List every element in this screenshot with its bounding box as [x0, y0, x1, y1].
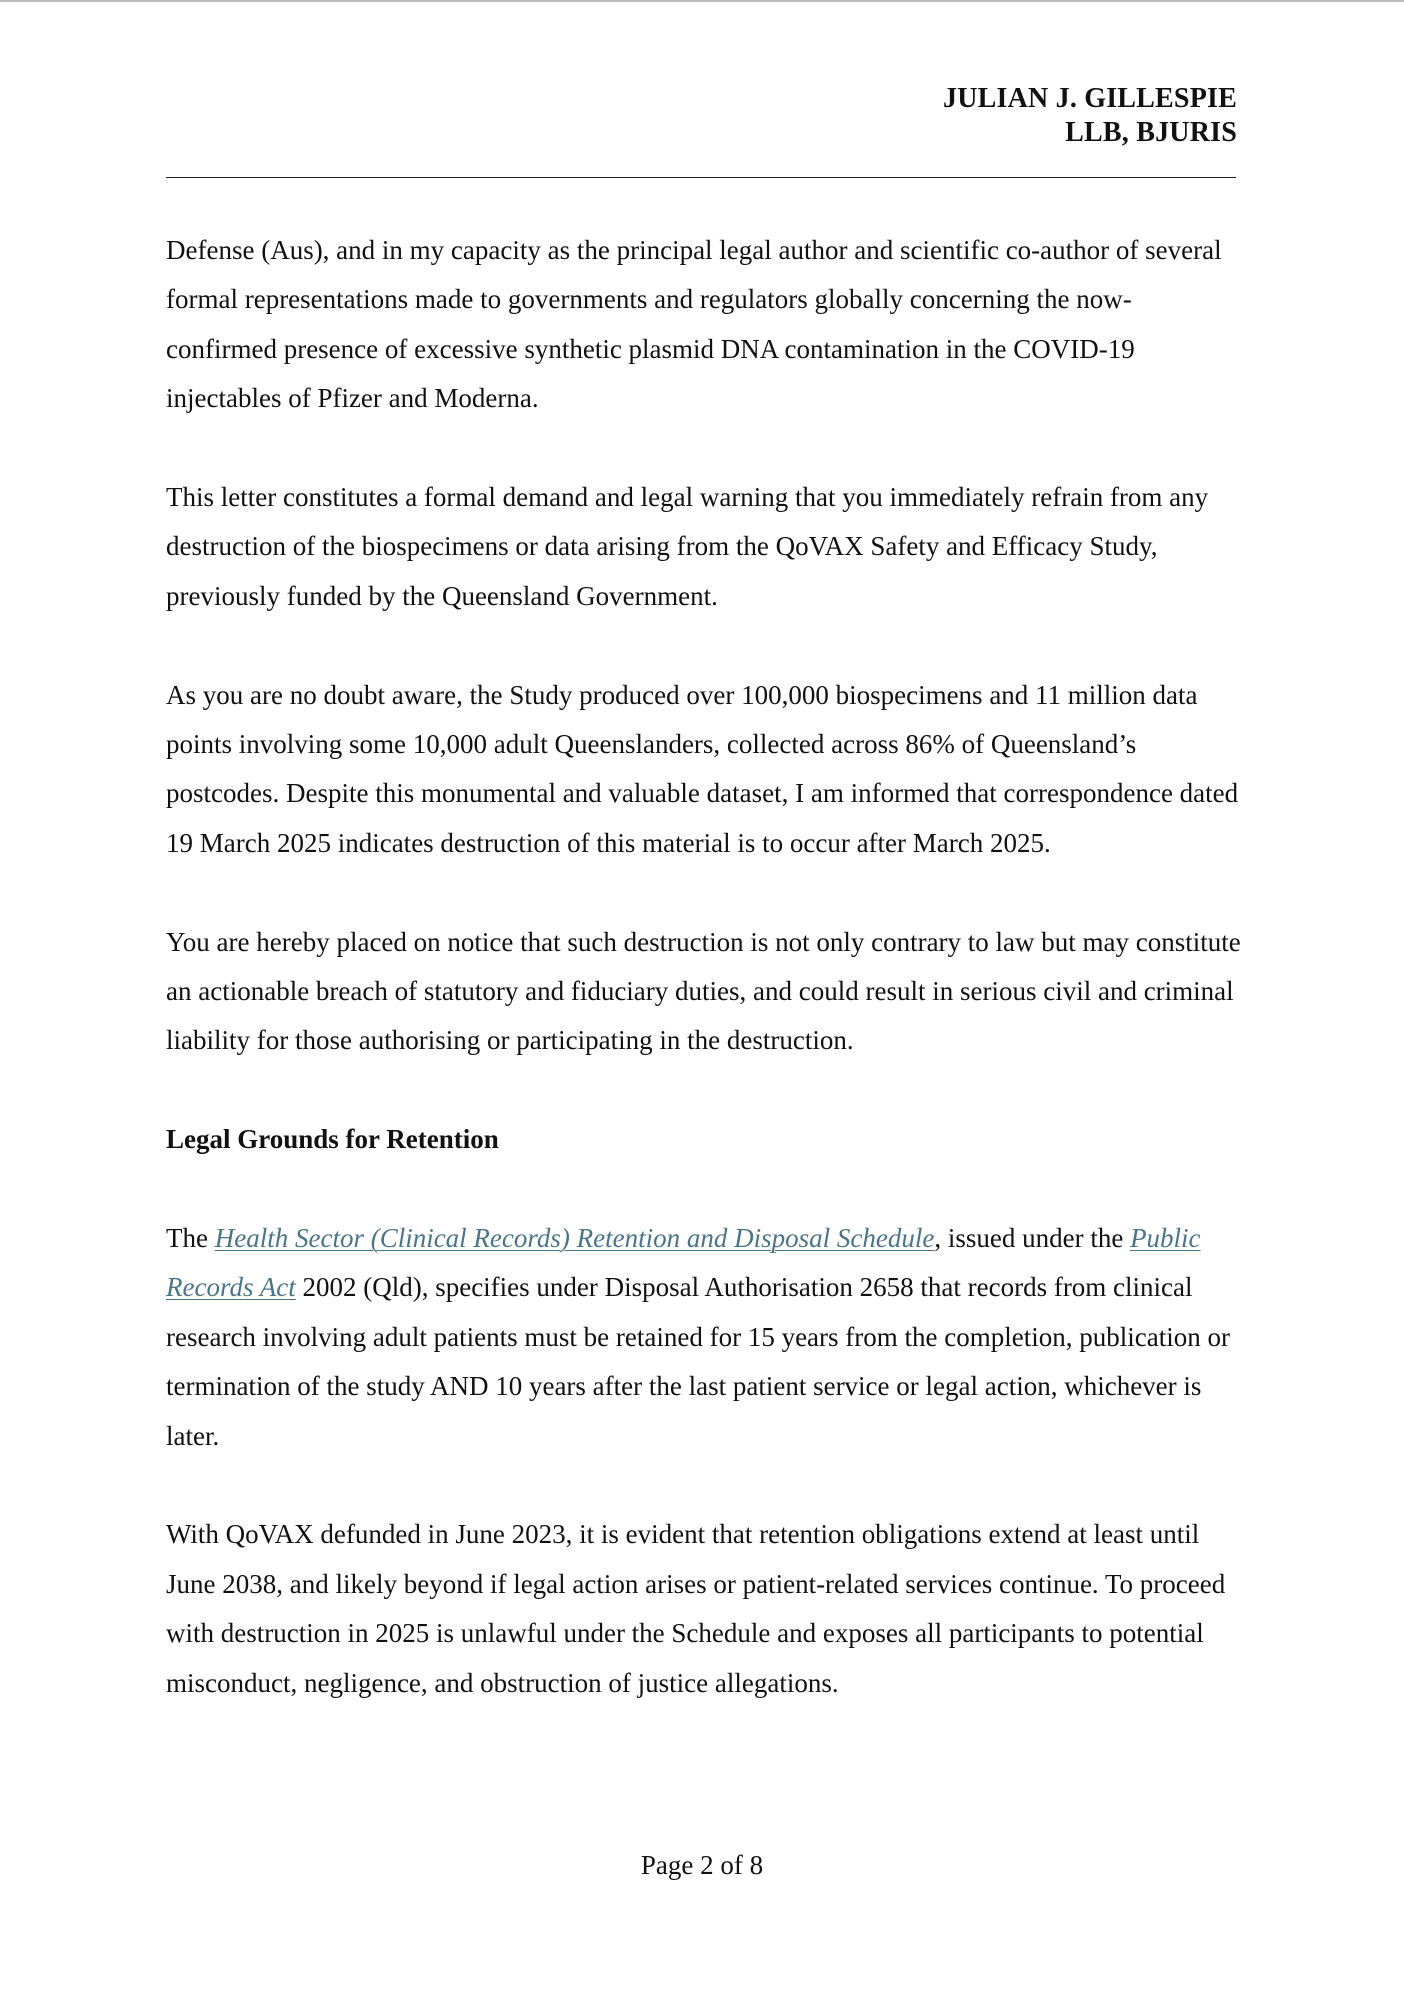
paragraph-5-mid: , issued under the [934, 1223, 1131, 1254]
paragraph-1: Defense (Aus), and in my capacity as the principal legal author and scientific co-author of several formal representations made to governments and regulators globally concerning the now-confirmed presence of excessive synthetic plasmid DNA contamination in the COVID-19 injectables of Pfizer and Moderna. [166, 235, 1222, 414]
paragraph-2: This letter constitutes a formal demand and legal warning that you immediately refrain from any destruction of the biospecimens or data arising from the QoVAX Safety and Efficacy Study, previously funded by the Queensland Government. [166, 482, 1209, 611]
top-border [0, 0, 1404, 2]
paragraph-5 [166, 1214, 1242, 1461]
paragraph-4: You are hereby placed on notice that such destruction is not only contrary to law but may constitute an actionable breach of statutory and fiduciary duties, and could result in serious civil and criminal liability for those authorising or participating in the destruction. [166, 926, 1241, 1056]
letterhead [943, 82, 1237, 150]
page-number: Page 2 of 8 [640, 1850, 764, 1880]
letter-body [166, 226, 1242, 1757]
paragraph-6: With QoVAX defunded in June 2023, it is evident that retention obligations extend at least until June 2038, and likely beyond if legal action arises or patient-related services continue. To proceed with destruction in 2025 is unlawful under the Schedule and exposes all participants to potential misconduct, negligence, and obstruction of justice allegations. [166, 1519, 1226, 1698]
paragraph-3: As you are no doubt aware, the Study produced over 100,000 biospecimens and 11 million data points involving some 10,000 adult Queenslanders, collected across 86% of Queensland’s postcodes. Despite this monumental and valuable dataset, I am informed that correspondence dated 19 March 2025 indicates destruction of this material is to occur after March 2025. [166, 679, 1239, 858]
author-name: JULIAN J. GILLESPIE [943, 83, 1237, 114]
section-heading: Legal Grounds for Retention [166, 1124, 499, 1155]
public-records-act-link[interactable]: Public Records Act [166, 1223, 1201, 1303]
author-credentials: LLB, BJURIS [1065, 117, 1237, 148]
retention-schedule-link[interactable]: Health Sector (Clinical Records) Retention and Disposal Schedule [214, 1223, 935, 1254]
header-divider [166, 177, 1236, 178]
paragraph-5-lead: The [166, 1223, 215, 1254]
paragraph-5-tail: 2002 (Qld), specifies under Disposal Authorisation 2658 that records from clinical research involving adult patients must be retained for 15 years from the completion, publication or termination of the study AND 10 years after the last patient service or legal action, whichever is later. [166, 1272, 1230, 1451]
